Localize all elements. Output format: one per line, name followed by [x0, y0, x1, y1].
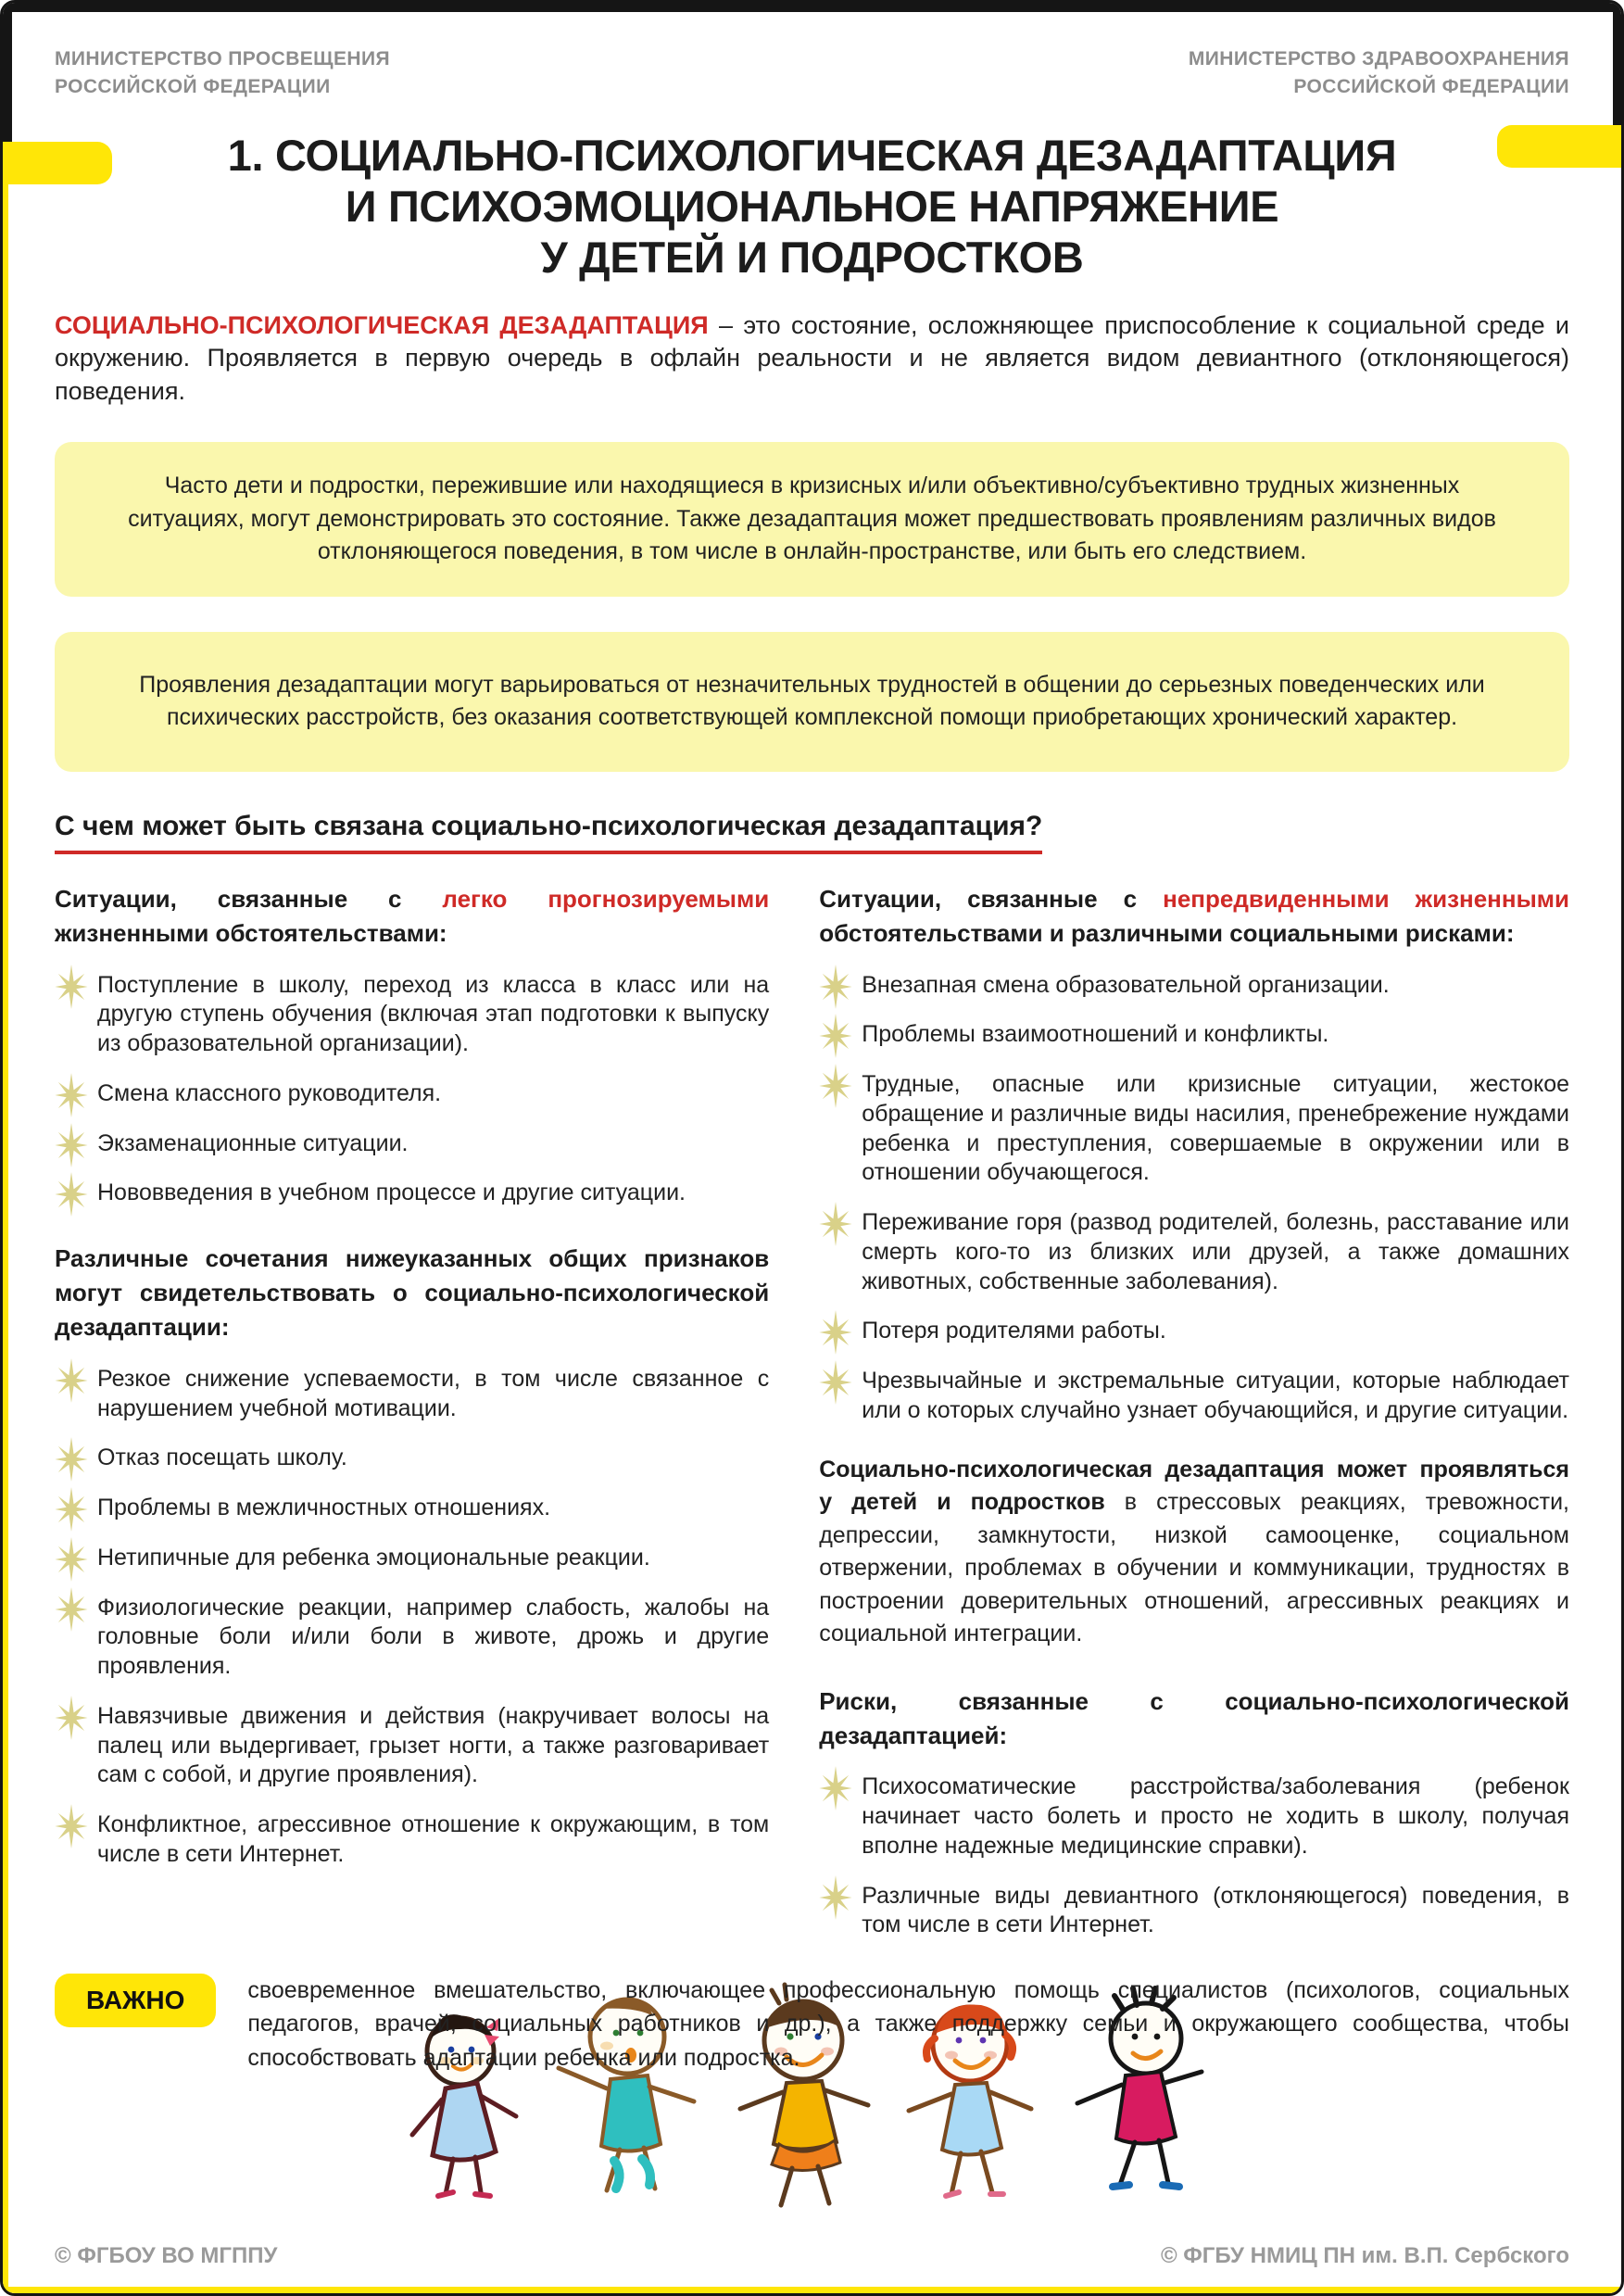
list-item: Экзаменационные ситуации.	[55, 1129, 769, 1159]
footer-copyright-left: © ФГБОУ ВО МГППУ	[55, 2243, 278, 2268]
right-header-prefix: Ситуации, связанные с	[819, 884, 1164, 913]
bottom-border-yellow	[3, 2287, 1621, 2293]
star-bullet-icon	[813, 962, 858, 1012]
right-border-black	[1613, 3, 1621, 127]
manifestation-rest: в стрессовых реакциях, тревожности, депрессии, замкнутости, низкой самооценке, социальном отвержении, проблемах в обучении и коммуникации, трудностях в построении доверительных отношений, агрессивных реакциях и социальной интеграции.	[819, 1489, 1569, 1647]
definition-term: СОЦИАЛЬНО-ПСИХОЛОГИЧЕСКАЯ ДЕЗАДАПТАЦИЯ	[55, 310, 709, 339]
left-list-2	[55, 1365, 769, 1870]
star-bullet-icon	[49, 1534, 94, 1584]
star-bullet-icon	[49, 1801, 94, 1851]
left-column	[55, 882, 769, 1870]
footer-copyright-right: © ФГБУ НМИЦ ПН им. В.П. Сербского	[1160, 2243, 1569, 2268]
list-item: Смена классного руководителя.	[55, 1079, 769, 1109]
note-box-1: Часто дети и подростки, пережившие или находящиеся в кризисных и/или объективно/субъективно трудных жизненных ситуациях, могут демонстрировать это состояние. Также дезадаптация может предшествовать проявлениям различных видов отклоняющегося поведения, в том числе в онлайн-пространстве, или быть его следствием.	[55, 442, 1569, 597]
ministry-right-line2: РОССИЙСКОЙ ФЕДЕРАЦИИ	[1293, 75, 1569, 97]
list-item: Потеря родителями работы.	[819, 1317, 1569, 1346]
star-bullet-icon	[49, 1693, 94, 1743]
list-item: Навязчивые движения и действия (накручивает волосы на палец или выдергивает, грызет ногти, а также разговаривает сам с собой, и другие проявления).	[55, 1702, 769, 1790]
list-item: Различные виды девиантного (отклоняющегося) поведения, в том числе в сети Интернет.	[819, 1882, 1569, 1941]
page-title-line2: И ПСИХОЭМОЦИОНАЛЬНОЕ НАПРЯЖЕНИЕ	[345, 181, 1279, 231]
ministry-left-line2: РОССИЙСКОЙ ФЕДЕРАЦИИ	[55, 75, 331, 97]
left-border-black	[3, 3, 12, 144]
list-item: Проблемы в межличностных отношениях.	[55, 1494, 769, 1523]
star-bullet-icon	[813, 1307, 858, 1357]
star-bullet-icon	[49, 1169, 94, 1219]
right-column	[819, 882, 1569, 1940]
right-list-2	[819, 1772, 1569, 1940]
ministry-of-education-label	[55, 45, 390, 101]
definition-paragraph	[55, 309, 1569, 410]
list-item: Чрезвычайные и экстремальные ситуации, которые наблюдает или о которых случайно узнает обучающийся, и другие ситуации.	[819, 1367, 1569, 1426]
list-item: Трудные, опасные или кризисные ситуации, жестокое обращение и различные виды насилия, пренебрежение нуждами ребенка и преступления, совершаемые в окружении или в отношении обучающегося.	[819, 1070, 1569, 1188]
ministry-left-line1: МИНИСТЕРСТВО ПРОСВЕЩЕНИЯ	[55, 48, 390, 69]
manifestation-paragraph	[819, 1454, 1569, 1651]
list-item: Поступление в школу, переход из класса в класс или на другую ступень обучения (включая этап подготовки к выпуску из образовательной организации).	[55, 971, 769, 1059]
list-item: Нововведения в учебном процессе и другие ситуации.	[55, 1179, 769, 1208]
star-bullet-icon	[813, 1199, 858, 1249]
footer	[55, 2243, 1569, 2269]
ministry-of-health-label	[1189, 45, 1569, 101]
question-heading-wrap	[55, 811, 1569, 854]
question-heading: С чем может быть связана социально-психологическая дезадаптация?	[55, 811, 1042, 854]
right-column-header	[819, 882, 1569, 951]
star-bullet-icon	[49, 962, 94, 1012]
note-box-2: Проявления дезадаптации могут варьироваться от незначительных трудностей в общении до серьезных поведенческих или психических расстройств, без оказания соответствующей комплексной помощи приобретающих хронический характер.	[55, 632, 1569, 772]
right-header-highlight: непредвиденными жизненными	[1163, 884, 1569, 913]
star-bullet-icon	[813, 1873, 858, 1923]
list-item: Переживание горя (развод родителей, болезнь, расставание или смерть кого-то из близких или друзей, а также домашних животных, собственные заболевания).	[819, 1208, 1569, 1296]
star-bullet-icon	[49, 1356, 94, 1406]
title-accent-bar-left	[3, 142, 112, 184]
list-item: Физиологические реакции, например слабость, жалобы на головные боли и/или боли в животе, дрожь и другие проявления.	[55, 1594, 769, 1682]
page-title	[55, 131, 1569, 284]
star-bullet-icon	[813, 1357, 858, 1407]
important-section	[55, 1974, 1569, 2075]
star-bullet-icon	[813, 1061, 858, 1111]
ministry-right-line1: МИНИСТЕРСТВО ЗДРАВООХРАНЕНИЯ	[1188, 48, 1569, 69]
important-badge: ВАЖНО	[55, 1974, 216, 2027]
star-bullet-icon	[49, 1070, 94, 1120]
list-item: Отказ посещать школу.	[55, 1444, 769, 1473]
top-border	[3, 3, 1621, 12]
list-item: Конфликтное, агрессивное отношение к окружающим, в том числе в сети Интернет.	[55, 1810, 769, 1870]
star-bullet-icon	[49, 1584, 94, 1634]
right-list-1	[819, 971, 1569, 1426]
list-item: Нетипичные для ребенка эмоциональные реакции.	[55, 1544, 769, 1573]
page-title-line1: 1. СОЦИАЛЬНО-ПСИХОЛОГИЧЕСКАЯ ДЕЗАДАПТАЦИЯ	[227, 130, 1397, 180]
list-item: Внезапная смена образовательной организации.	[819, 971, 1569, 1001]
left-column-header	[55, 882, 769, 951]
ministries-header	[55, 45, 1569, 101]
star-bullet-icon	[813, 1763, 858, 1813]
left-header-highlight: легко прогнозируемыми	[442, 884, 770, 913]
important-text: своевременное вмешательство, включающее профессиональную помощь специалистов (психологов, социальных педагогов, врачей, социальных работников и др.), а также поддержку семьи и окружающего сообщества, чтобы способствовать адаптации ребенка или подростка.	[247, 1977, 1569, 2071]
list-item: Резкое снижение успеваемости, в том числе связанное с нарушением учебной мотивации.	[55, 1365, 769, 1424]
title-accent-bar-right	[1497, 125, 1621, 168]
right-column-subheader: Риски, связанные с социально-психологической дезадаптацией:	[819, 1686, 1569, 1749]
right-header-suffix: обстоятельствами и различными социальными рисками:	[819, 918, 1515, 947]
left-column-subheader: Различные сочетания нижеуказанных общих признаков могут свидетельствовать о социально-психологической дезадаптации:	[55, 1244, 770, 1341]
star-bullet-icon	[49, 1434, 94, 1484]
left-border-yellow	[3, 144, 8, 2293]
page-title-line3: У ДЕТЕЙ И ПОДРОСТКОВ	[540, 232, 1084, 282]
list-item: Психосоматические расстройства/заболевания (ребенок начинает часто болеть и просто не ходить в школу, получая вполне надежные медицинские справки).	[819, 1772, 1569, 1861]
left-list-1	[55, 971, 769, 1209]
star-bullet-icon	[49, 1484, 94, 1534]
left-header-prefix: Ситуации, связанные с	[55, 884, 443, 913]
star-bullet-icon	[813, 1011, 858, 1061]
two-column-layout	[55, 882, 1569, 1940]
list-item: Проблемы взаимоотношений и конфликты.	[819, 1020, 1569, 1050]
star-bullet-icon	[49, 1120, 94, 1170]
definition-text: – это состояние, осложняющее приспособление к социальной среде и окружению. Проявляется в первую очередь в офлайн реальности и не является видом девиантного (отклоняющегося) поведения.	[55, 310, 1570, 406]
manifestation-bold: Социально-психологическая дезадаптация может проявляться у детей и подростков	[819, 1456, 1569, 1516]
left-header-suffix: жизненными обстоятельствами:	[55, 918, 447, 947]
